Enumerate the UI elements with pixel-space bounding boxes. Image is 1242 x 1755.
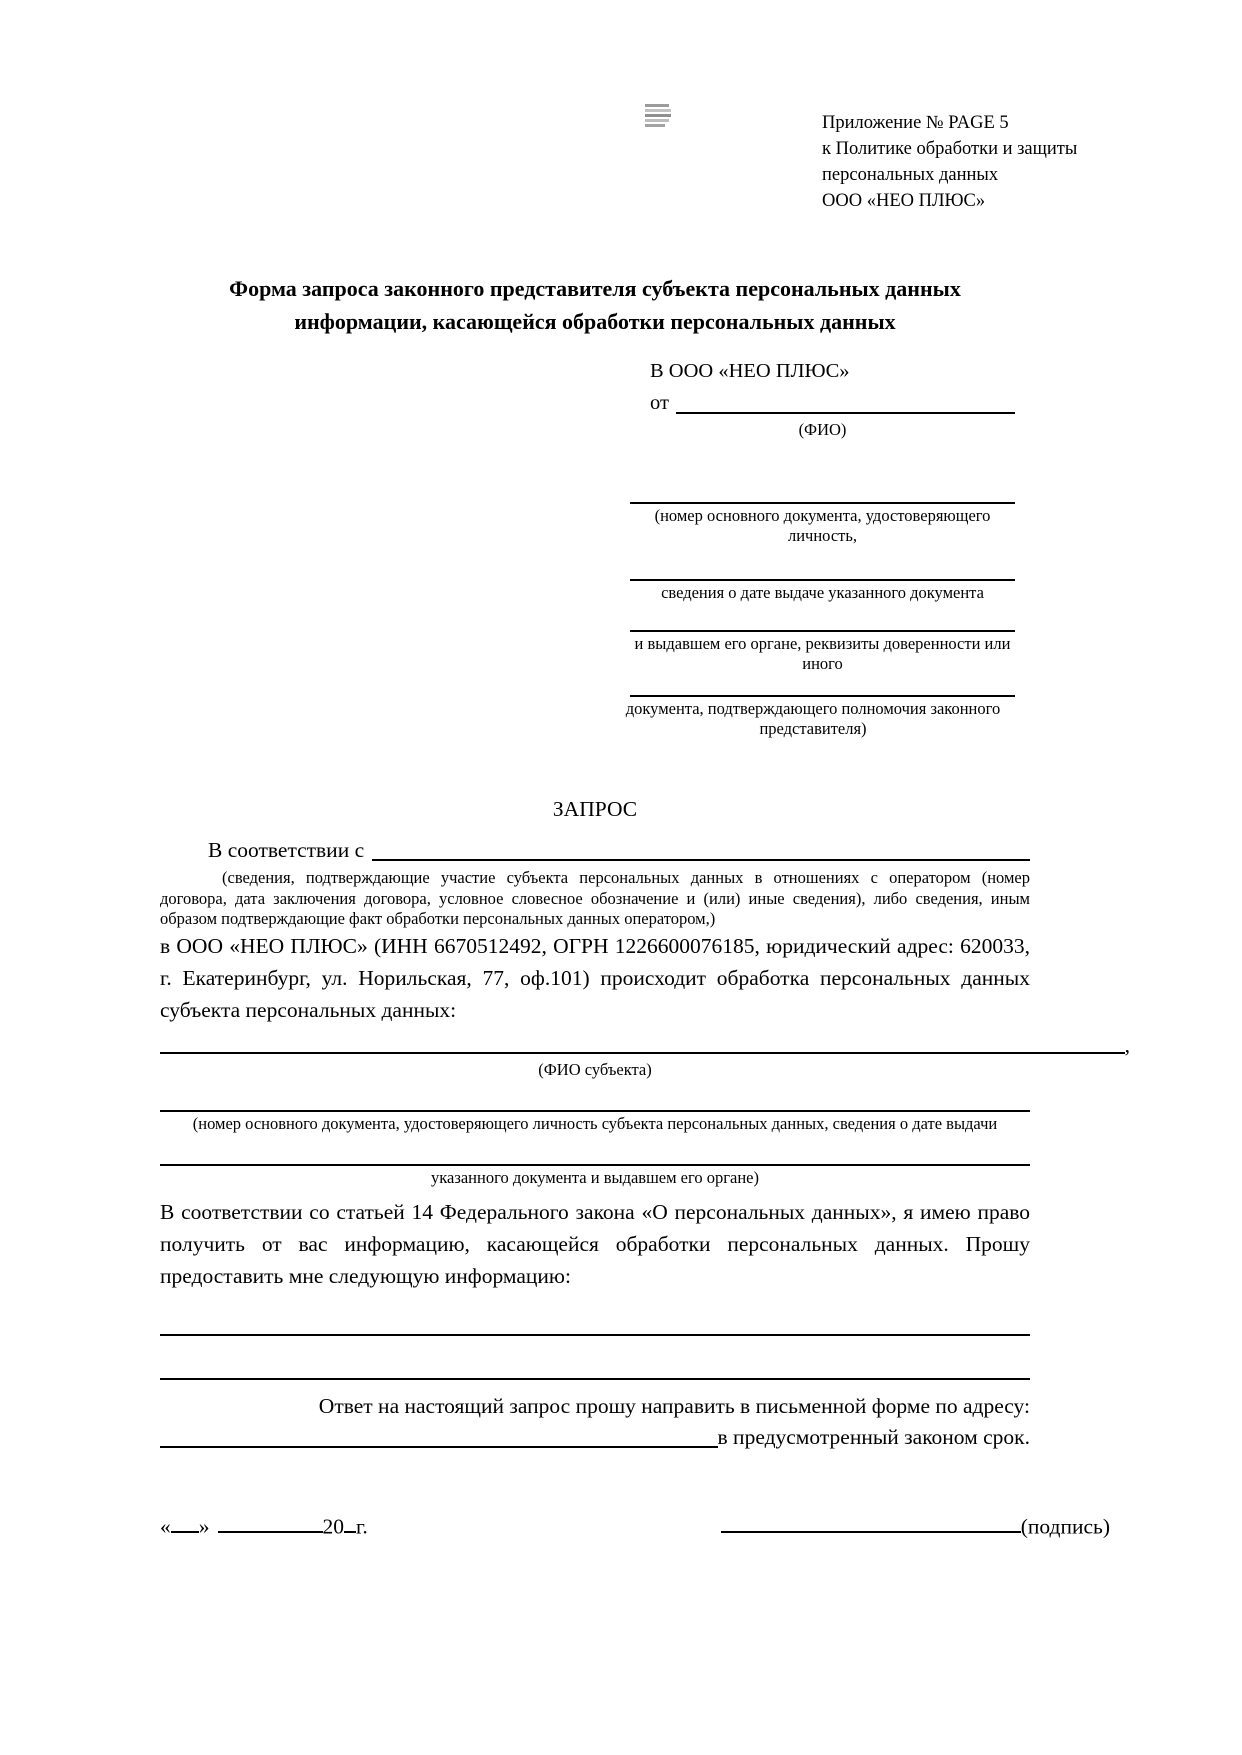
addressee-from-row xyxy=(650,388,1015,418)
document-title xyxy=(160,272,1030,338)
reply-address-row xyxy=(160,1422,1030,1452)
title-line-1: Форма запроса законного представителя субъекта персональных данных xyxy=(229,276,961,301)
signature-field xyxy=(721,1510,1110,1541)
operator-paragraph: в ООО «НЕО ПЛЮС» (ИНН 6670512492, ОГРН 1226600076185, юридический адрес: 620033, г. Екатеринбург, ул. Норильская, 77, оф.101) происходит обработка персональных данных субъекта персональных данных: xyxy=(160,933,1030,1022)
subject-fio-row xyxy=(160,1032,1130,1058)
date-open-quote: « xyxy=(160,1514,171,1538)
law-paragraph: В соответствии со статьей 14 Федерального закона «О персональных данных», я имею право получить от вас информацию, касающейся обработки персональных данных. Прошу предоставить мне следующую информацию: xyxy=(160,1199,1030,1288)
signature-line[interactable] xyxy=(721,1510,1021,1534)
subject-document-input-line[interactable] xyxy=(160,1110,1030,1112)
subject-fio-comma: , xyxy=(1124,1032,1130,1057)
date-year-suffix: г. xyxy=(356,1514,368,1538)
reply-address-input-line[interactable] xyxy=(160,1446,718,1448)
authority-document-input-line[interactable] xyxy=(630,695,1015,697)
date-field xyxy=(160,1510,368,1541)
title-line-2: информации, касающейся обработки персональных данных xyxy=(294,309,896,334)
issuing-authority-caption: и выдавшем его органе, реквизиты доверенности или иного xyxy=(634,634,1011,673)
subject-fio-caption: (ФИО субъекта) xyxy=(538,1059,652,1079)
fio-caption: (ФИО) xyxy=(798,420,847,439)
signature-row xyxy=(160,1510,1110,1541)
signature-caption: (подпись) xyxy=(1020,1514,1110,1538)
date-year-line[interactable] xyxy=(344,1510,356,1534)
addressee-block xyxy=(625,358,1015,739)
document-number-field xyxy=(630,502,1015,546)
date-close-quote: » xyxy=(198,1514,210,1538)
accordance-note: (сведения, подтверждающие участие субъекта персональных данных в отношениях с оператором (номер договора, дата заключения договора, условное словесное обозначение и (или) иные сведения), либо сведения, иным образом подтверждающие факт обработки персональных данных оператором,) xyxy=(160,868,1030,928)
appendix-line-1: Приложение № PAGE 5 xyxy=(822,113,1009,133)
fio-input-line[interactable] xyxy=(676,388,1015,414)
reply-deadline-text: в предусмотренный законом срок. xyxy=(717,1424,1030,1449)
issuing-authority-field xyxy=(630,630,1015,674)
request-heading: ЗАПРОС xyxy=(552,797,638,821)
information-input-line-1[interactable] xyxy=(160,1292,1030,1336)
paragraph-indent xyxy=(160,835,208,865)
accordance-input-line[interactable] xyxy=(372,835,1030,861)
reply-address-text: Ответ на настоящий запрос прошу направить в письменной форме по адресу: xyxy=(318,1393,1030,1418)
issue-date-input-line[interactable] xyxy=(630,579,1015,581)
issuing-authority-input-line[interactable] xyxy=(630,630,1015,632)
information-input-line-2[interactable] xyxy=(160,1336,1030,1380)
issue-date-caption: сведения о дате выдаче указанного документа xyxy=(661,583,984,602)
addressee-to: В ООО «НЕО ПЛЮС» xyxy=(650,360,850,382)
date-day-line[interactable] xyxy=(171,1510,199,1534)
appendix-line-3: персональных данных xyxy=(822,165,999,185)
subject-fio-input-line[interactable] xyxy=(160,1052,1125,1054)
accordance-label: В соответствии с xyxy=(208,838,365,862)
issue-date-field xyxy=(630,579,1015,603)
authority-document-caption: документа, подтверждающего полномочия законного представителя) xyxy=(625,699,1001,738)
date-month-line[interactable] xyxy=(218,1510,323,1534)
from-label: от xyxy=(650,392,669,414)
accordance-row xyxy=(160,835,1030,865)
appendix-line-2: к Политике обработки и защиты xyxy=(822,139,1078,159)
appendix-line-4: ООО «НЕО ПЛЮС» xyxy=(822,191,986,211)
date-year-prefix: 20 xyxy=(322,1514,344,1538)
authority-document-field xyxy=(625,695,1015,739)
document-number-input-line[interactable] xyxy=(630,502,1015,504)
subject-authority-input-line[interactable] xyxy=(160,1164,1030,1166)
document-content xyxy=(160,0,1130,1540)
subject-document-caption: (номер основного документа, удостоверяющего личность субъекта персональных данных, сведения о дате выдачи xyxy=(192,1113,998,1133)
subject-authority-caption: указанного документа и выдавшем его органе) xyxy=(431,1167,759,1187)
document-number-caption: (номер основного документа, удостоверяющего личность, xyxy=(654,506,991,545)
